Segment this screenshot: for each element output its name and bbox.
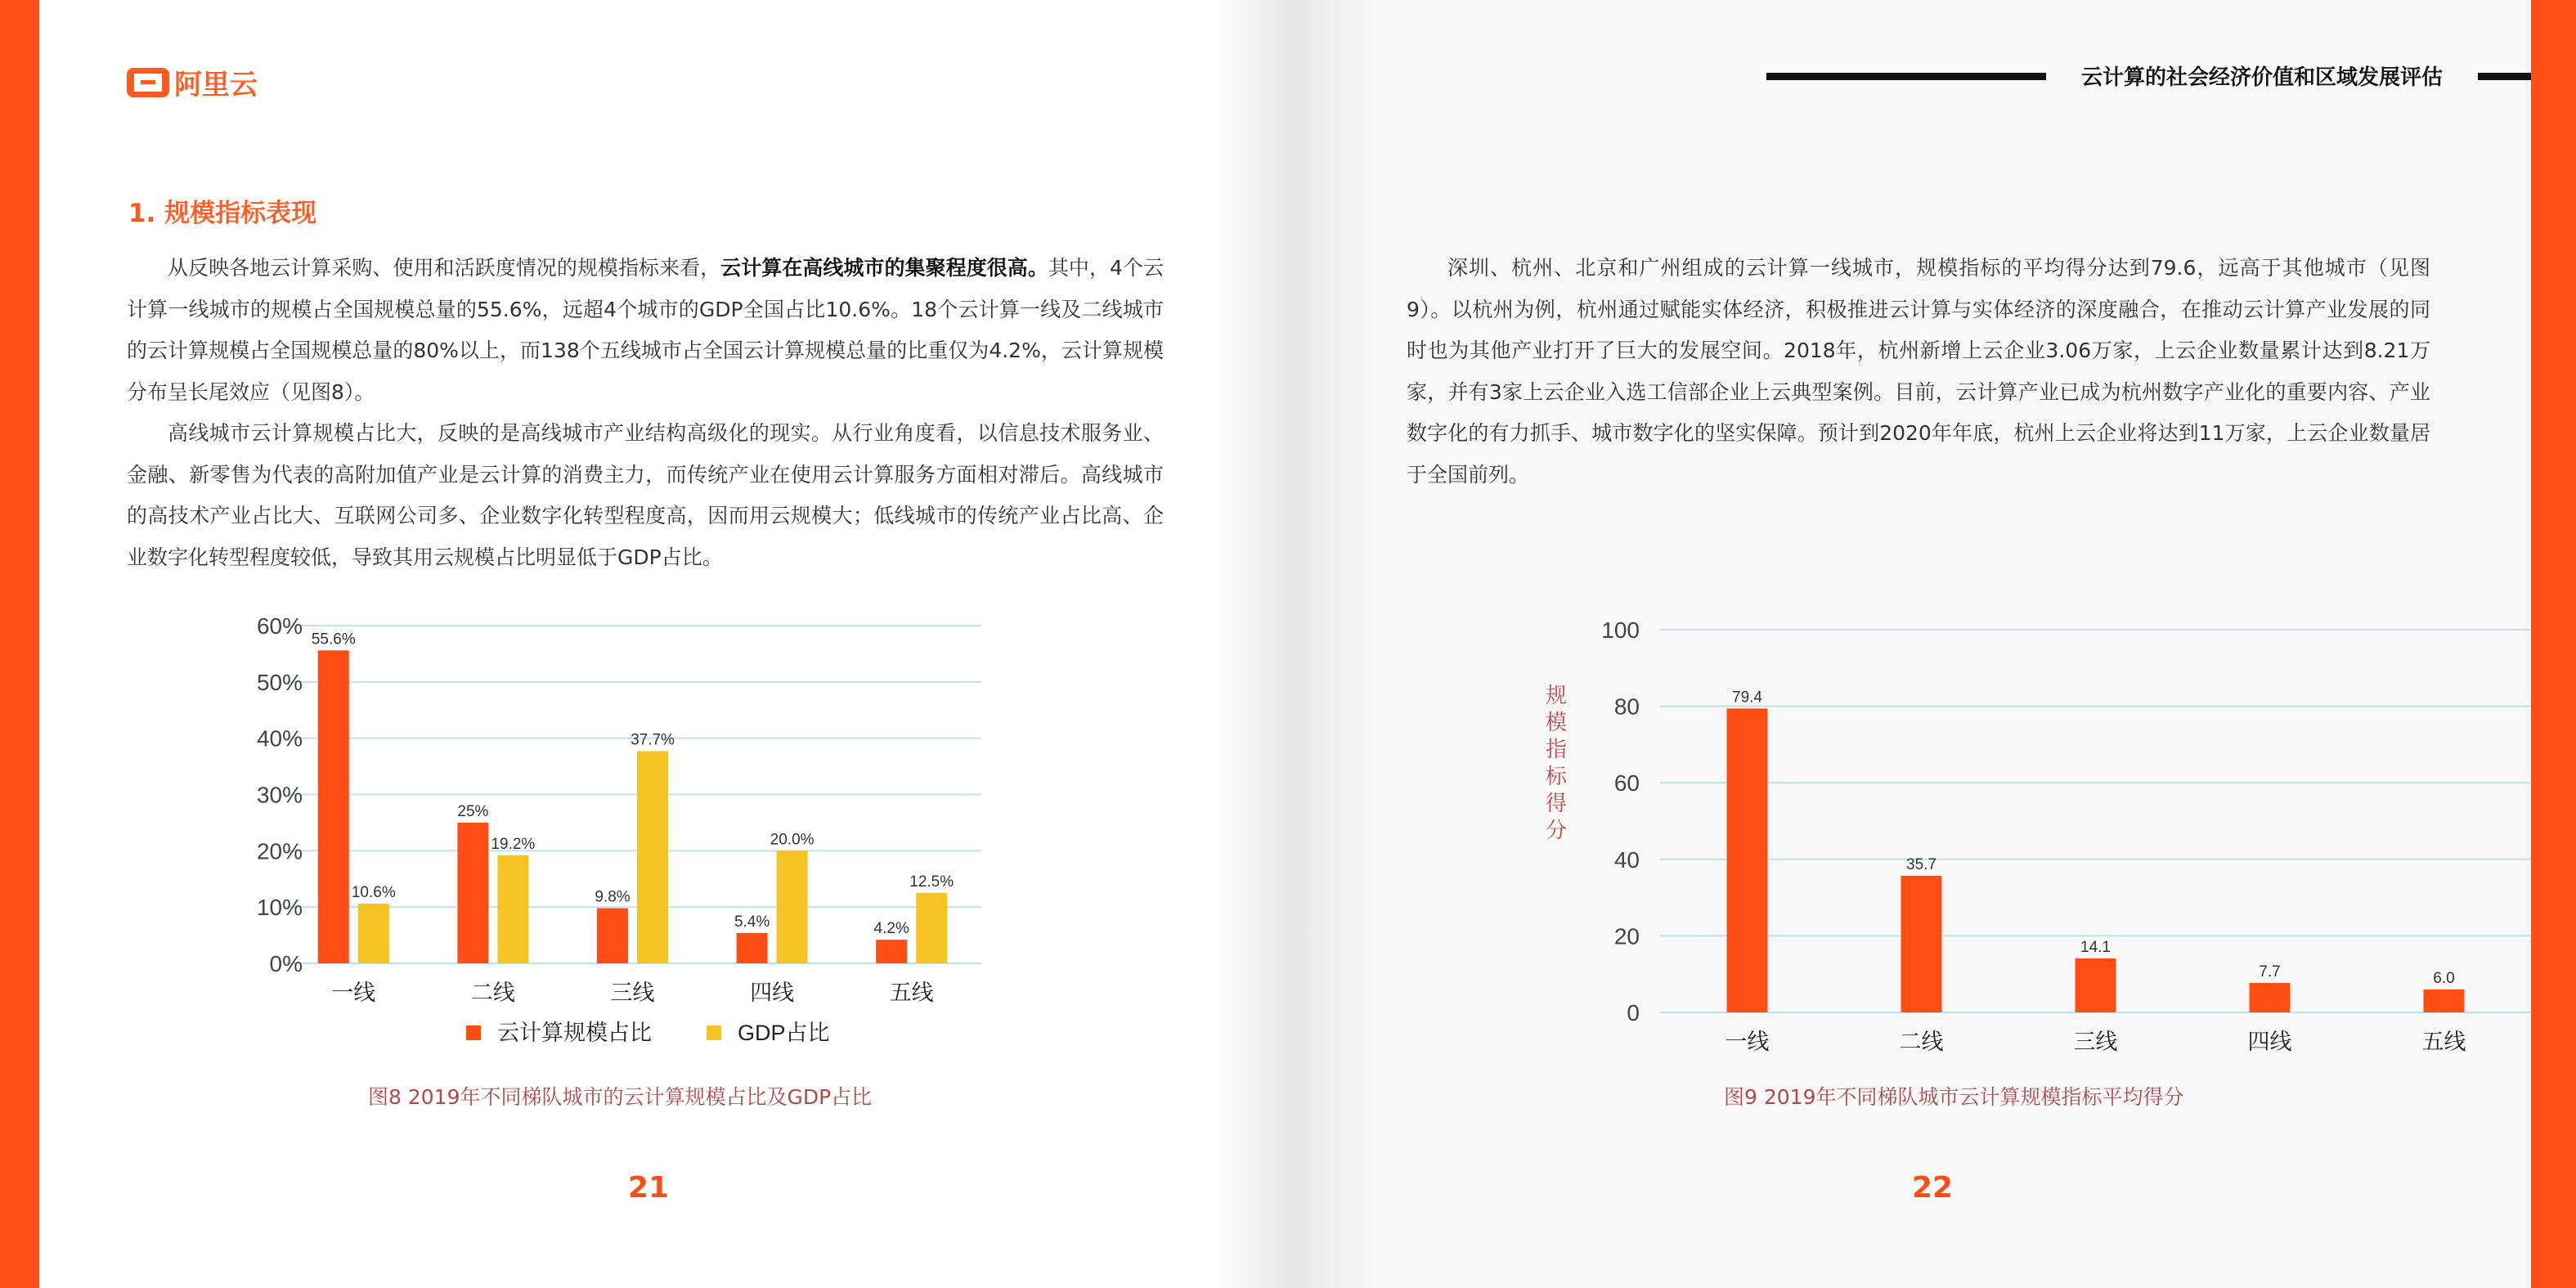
data-label: 79.4 (1732, 689, 1762, 707)
right-edge-accent-bar (2531, 0, 2576, 1288)
bar-scale (318, 650, 349, 963)
bar-scale (2250, 983, 2291, 1012)
legend-label: GDP占比 (738, 1021, 830, 1045)
data-label: 7.7 (2259, 963, 2281, 981)
data-label: 25% (457, 802, 489, 820)
x-tick-label: 五线 (889, 981, 934, 1005)
bar-gdp (916, 893, 947, 963)
bar-scale (876, 940, 907, 963)
y-tick-label: 40% (256, 725, 303, 752)
bar-gdp (777, 850, 808, 963)
data-label: 12.5% (909, 873, 954, 891)
page-number: 22 (1912, 1171, 1954, 1205)
y-tick-label: 40 (1613, 846, 1640, 873)
legend-swatch (466, 1025, 481, 1040)
running-header-title: 云计算的社会经济价值和区域发展评估 (2081, 65, 2444, 90)
right-body-text (1407, 248, 2430, 496)
x-tick-label: 三线 (610, 981, 655, 1005)
section-heading: 1. 规模指标表现 (128, 199, 317, 228)
left-edge-accent-bar (0, 0, 39, 1288)
bar-scale (1727, 708, 1768, 1012)
data-label: 37.7% (631, 731, 675, 749)
y-tick-label: 20% (256, 838, 303, 864)
data-label: 5.4% (734, 913, 770, 931)
figure-caption-9: 图9 2019年不同梯队城市云计算规模指标平均得分 (1724, 1085, 2184, 1109)
x-tick-label: 一线 (1725, 1030, 1770, 1054)
x-tick-label: 二线 (470, 981, 515, 1005)
header-rule (2478, 73, 2531, 80)
legend-label: 云计算规模占比 (497, 1021, 652, 1045)
bar-scale (457, 823, 488, 963)
header-rule (1766, 73, 2046, 80)
text: 从反映各地云计算采购、使用和活跃度情况的规模指标来看， (168, 256, 721, 280)
bar-scale (1901, 876, 1942, 1012)
data-label: 55.6% (311, 631, 356, 648)
data-label: 19.2% (491, 835, 536, 853)
x-tick-label: 四线 (2247, 1030, 2292, 1054)
data-label: 10.6% (351, 884, 396, 902)
x-tick-label: 四线 (750, 981, 795, 1005)
x-tick-label: 三线 (2073, 1030, 2118, 1054)
data-label: 20.0% (770, 831, 815, 849)
x-tick-label: 二线 (1899, 1030, 1944, 1054)
paragraph: 深圳、杭州、北京和广州组成的云计算一线城市，规模指标的平均得分达到79.6，远高于其他城市（见图9）。以杭州为例，杭州通过赋能实体经济，积极推进云计算与实体经济的深度融合，在推动云计算产业发展的同时也为其他产业打开了巨大的发展空间。2018年，杭州新增上云企业3.06万家，上云企业数量累计达到8.21万家，并有3家上云企业入选工信部企业上云典型案例。目前，云计算产业已成为杭州数字产业化的重要内容、产业数字化的有力抓手、城市数字化的坚实保障。预计到2020年年底，杭州上云企业将达到11万家，上云企业数量居于全国前列。 (1407, 256, 2430, 487)
data-label: 35.7 (1906, 855, 1936, 873)
chart-fig9 (1578, 605, 2531, 1063)
page-number: 21 (628, 1171, 670, 1205)
y-tick-label: 60% (256, 613, 303, 639)
chart-fig8 (237, 605, 998, 1063)
y-axis-label: 规模指标得分 (1545, 684, 1567, 843)
bar-scale (597, 909, 628, 963)
book-spine-shadow (1210, 0, 1374, 1288)
data-label: 14.1 (2080, 939, 2111, 957)
y-tick-label: 50% (256, 669, 303, 695)
y-tick-label: 80 (1613, 693, 1640, 720)
bar-gdp (637, 751, 668, 963)
bold-text: 云计算在高线城市的集聚程度很高。 (720, 256, 1048, 280)
bar-scale (2076, 958, 2116, 1012)
y-tick-label: 0% (269, 951, 303, 976)
data-label: 9.8% (595, 888, 631, 906)
x-tick-label: 五线 (2421, 1030, 2466, 1054)
y-tick-label: 100 (1601, 617, 1640, 643)
figure-caption-8: 图8 2019年不同梯队城市的云计算规模占比及GDP占比 (368, 1085, 873, 1109)
bar-gdp (358, 904, 389, 963)
logo-text: 阿里云 (174, 69, 258, 101)
bar-scale (737, 933, 768, 963)
legend-swatch (707, 1025, 721, 1040)
left-body-text (127, 248, 1164, 578)
y-tick-label: 10% (256, 895, 303, 921)
y-tick-label: 0 (1627, 1000, 1640, 1025)
data-label: 6.0 (2433, 969, 2455, 987)
y-tick-label: 20 (1613, 923, 1640, 949)
paragraph: 高线城市云计算规模占比大，反映的是高线城市产业结构高级化的现实。从行业角度看，以信息技术服务业、金融、新零售为代表的高附加值产业是云计算的消费主力，而传统产业在使用云计算服务方面相对滞后。高线城市的高技术产业占比大、互联网公司多、企业数字化转型程度高，因而用云规模大；低线城市的传统产业占比高、企业数字化转型程度较低，导致其用云规模占比明显低于GDP占比。 (127, 421, 1164, 569)
paragraph (127, 248, 1164, 413)
bar-scale (2424, 990, 2465, 1012)
y-tick-label: 30% (256, 782, 303, 808)
aliyun-logo-icon (127, 68, 169, 97)
y-tick-label: 60 (1613, 770, 1640, 797)
data-label: 4.2% (873, 920, 909, 938)
aliyun-logo (127, 62, 258, 102)
x-tick-label: 一线 (331, 981, 376, 1005)
text: 其中，4个云计算一线城市的规模占全国规模总量的55.6%，远超4个城市的GDP全国占比10.6%。18个云计算一线及二线城市的云计算规模占全国规模总量的80%以上，而138个五线城市占全国云计算规模总量的比重仅为4.2%，云计算规模分布呈长尾效应（见图8）。 (127, 256, 1164, 404)
bar-gdp (497, 855, 528, 963)
